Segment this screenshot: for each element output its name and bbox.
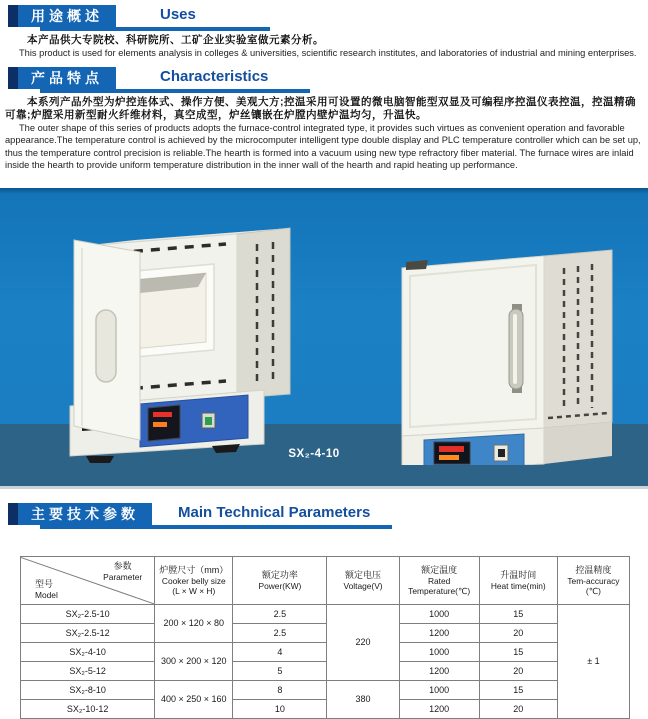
temperature-cell: 1000	[399, 642, 479, 661]
section-title-en: Main Technical Parameters	[178, 503, 371, 521]
uses-text-en: This product is used for elements analysis in colleges & universities, scientific research institutes, and laboratories of industrial and mining enterprises.	[19, 48, 637, 58]
section-header-characteristics	[8, 67, 648, 94]
characteristics-text-zh: 本系列产品外型为炉控连体式、操作方便、美观大方;控温采用可设置的微电脑智能型双显及可编程序控温仪表控温，控温精确可靠;炉膛采用新型耐火纤维材料，真空成型，炉丝镶嵌在炉膛内壁炉温均匀，升温快。	[5, 95, 636, 121]
temperature-cell: 1200	[399, 699, 479, 718]
header-cell-power: 额定功率 Power(KW)	[233, 556, 327, 604]
header-underline	[40, 525, 392, 529]
table-row	[21, 642, 630, 661]
header-underline	[40, 89, 310, 93]
accuracy-cell: ± 1	[557, 604, 629, 718]
header-accent-block	[8, 67, 18, 89]
catalog-page	[0, 5, 648, 714]
section-title-zh: 产品特点	[18, 67, 116, 89]
heat-time-cell: 20	[479, 699, 557, 718]
power-cell: 8	[233, 680, 327, 699]
section-title-en: Characteristics	[160, 67, 269, 85]
header-cell-model-parameter	[21, 556, 155, 604]
heat-time-cell: 20	[479, 661, 557, 680]
section-header-parameters	[8, 503, 648, 530]
model-cell: SX₂-8-10	[21, 680, 155, 699]
header-cell-heat-time: 升温时间 Heat time(min)	[479, 556, 557, 604]
power-cell: 10	[233, 699, 327, 718]
temperature-cell: 1000	[399, 680, 479, 699]
power-cell: 4	[233, 642, 327, 661]
size-cell: 400 × 250 × 160	[155, 680, 233, 718]
furnace-photo-closed-door	[382, 210, 632, 465]
table-row	[21, 680, 630, 699]
table-row	[21, 661, 630, 680]
power-cell: 5	[233, 661, 327, 680]
heat-time-cell: 15	[479, 642, 557, 661]
header-cell-accuracy: 控温精度 Tem-accuracy (℃)	[557, 556, 629, 604]
size-cell: 300 × 200 × 120	[155, 642, 233, 680]
header-accent-block	[8, 5, 18, 27]
characteristics-text-en: The outer shape of this series of products adopts the furnace-control integrated type, it provides such virtues as convenient operation and favorable appearance.The temperature control is achieved by the microcomputer intelligent type double display and PLC temperature controller which can be set up, thus the temperature control precision is reliable.The hearth is formed into a vacuum using new type refractory fiber material. The furnace wires are inlaid inside the hearth to provide uniform temperature distribution in the inner wall of the hearth and rapid heating up performance.	[5, 122, 641, 170]
section-title-zh: 主要技术参数	[18, 503, 152, 525]
heat-time-cell: 20	[479, 623, 557, 642]
voltage-cell: 380	[327, 680, 399, 718]
header-parameter-label: 参数 Parameter	[103, 560, 143, 582]
temperature-cell: 1200	[399, 661, 479, 680]
power-cell: 2.5	[233, 604, 327, 623]
header-underline	[40, 27, 270, 31]
table-header-row	[21, 556, 630, 604]
header-cell-temperature: 额定温度 Rated Temperature(℃)	[399, 556, 479, 604]
section-title-zh: 用途概述	[18, 5, 116, 27]
table-row	[21, 604, 630, 623]
furnace-photo-open-door	[52, 198, 317, 463]
power-cell: 2.5	[233, 623, 327, 642]
voltage-cell: 220	[327, 604, 399, 680]
header-cell-voltage: 额定电压 Voltage(V)	[327, 556, 399, 604]
product-model-caption: SX₂-4-10	[288, 447, 340, 460]
temperature-cell: 1000	[399, 604, 479, 623]
model-cell: SX₂-4-10	[21, 642, 155, 661]
parameters-table-wrap	[20, 556, 630, 719]
model-cell: SX₂-2.5-10	[21, 604, 155, 623]
header-accent-block	[8, 503, 18, 525]
header-cell-size: 炉膛尺寸（mm） Cooker belly size (L × W × H)	[155, 556, 233, 604]
parameters-table	[20, 556, 630, 719]
size-cell: 200 × 120 × 80	[155, 604, 233, 642]
heat-time-cell: 15	[479, 680, 557, 699]
section-title-en: Uses	[160, 6, 196, 23]
table-row	[21, 623, 630, 642]
header-model-label: 型号 Model	[35, 578, 58, 600]
model-cell: SX₂-10-12	[21, 699, 155, 718]
uses-text-zh: 本产品供大专院校、科研院所、工矿企业实验室做元素分析。	[27, 34, 324, 46]
table-row	[21, 699, 630, 718]
temperature-cell: 1200	[399, 623, 479, 642]
product-photo-area	[0, 188, 648, 489]
heat-time-cell: 15	[479, 604, 557, 623]
model-cell: SX₂-5-12	[21, 661, 155, 680]
model-cell: SX₂-2.5-12	[21, 623, 155, 642]
section-header-uses	[8, 5, 648, 32]
